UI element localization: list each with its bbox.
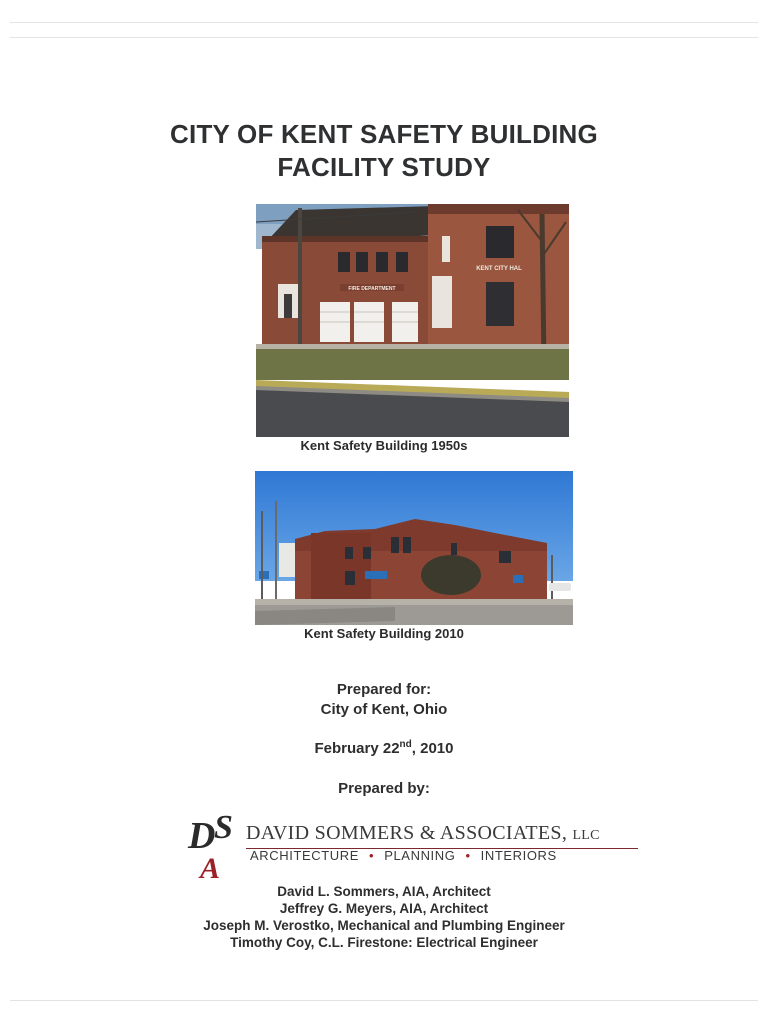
sign-city-hall: KENT CITY HAL xyxy=(476,266,522,272)
firm-logo xyxy=(186,808,646,886)
date-year: , 2010 xyxy=(411,740,454,757)
photo-2010-building xyxy=(255,471,573,625)
staff-member: Timothy Coy, C.L. Firestone: Electrical Engineer xyxy=(230,935,538,950)
photo-1950s-illustration xyxy=(256,204,569,437)
discipline-architecture: ARCHITECTURE xyxy=(250,848,360,863)
discipline-separator: • xyxy=(369,848,375,863)
staff-list xyxy=(0,883,768,951)
svg-text:A: A xyxy=(200,852,221,885)
photo-2010-illustration xyxy=(255,471,573,625)
discipline-planning: PLANNING xyxy=(384,848,456,863)
photo-1950s-building xyxy=(256,204,569,437)
photo-caption-1950s: Kent Safety Building 1950s xyxy=(300,438,468,453)
report-date xyxy=(0,740,768,757)
firm-disciplines xyxy=(250,848,557,863)
date-ordinal-suffix: nd xyxy=(399,739,412,750)
firm-name-text: DAVID SOMMERS & ASSOCIATES, xyxy=(246,822,568,844)
prepared-by-label: Prepared by: xyxy=(338,780,430,797)
dsa-monogram-icon xyxy=(186,808,250,886)
prepared-for-client: City of Kent, Ohio xyxy=(320,701,448,718)
svg-text:D: D xyxy=(188,815,216,857)
title-line-2: FACILITY STUDY xyxy=(277,152,491,182)
staff-member: Joseph M. Verostko, Mechanical and Plumbing Engineer xyxy=(203,918,565,933)
photo-caption-2010: Kent Safety Building 2010 xyxy=(304,626,464,641)
date-prefix: February 22 xyxy=(314,740,400,757)
title-line-1: CITY OF KENT SAFETY BUILDING xyxy=(170,119,598,149)
top-rule-2 xyxy=(10,37,758,38)
firm-name xyxy=(246,822,600,845)
top-rule-1 xyxy=(10,22,758,23)
prepared-for-label: Prepared for: xyxy=(336,681,432,698)
discipline-interiors: INTERIORS xyxy=(480,848,557,863)
sign-fire-department: FIRE DEPARTMENT xyxy=(348,286,396,292)
staff-member: Jeffrey G. Meyers, AIA, Architect xyxy=(279,901,489,916)
document-title xyxy=(0,118,768,184)
staff-member: David L. Sommers, AIA, Architect xyxy=(277,884,491,899)
svg-text:S: S xyxy=(214,809,233,846)
firm-entity: LLC xyxy=(572,828,600,843)
bottom-rule xyxy=(10,1000,758,1001)
discipline-separator: • xyxy=(465,848,471,863)
